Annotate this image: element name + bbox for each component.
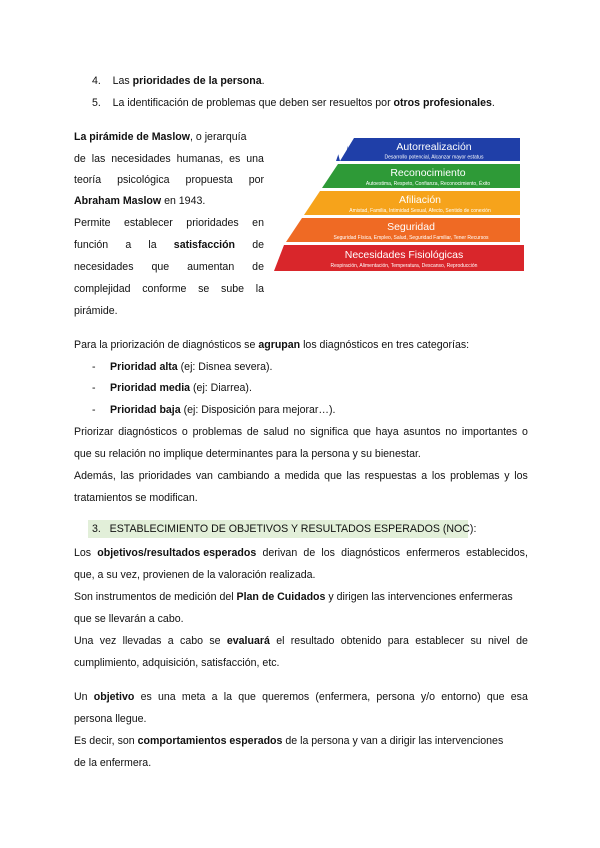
para-instrumentos-line-1: Son instrumentos de medición del Plan de Cuidados y dirigen las intervenciones enfermeras — [74, 591, 513, 603]
maslow-line-3: teoría psicológica propuesta por — [74, 174, 264, 186]
para-priorizar-line-1: Priorizar diagnósticos o problemas de salud no significa que haya asuntos no importantes o — [74, 426, 528, 438]
pyramid-level-2-desc: Autoestima, Respeto, Confianza, Reconocimiento, Éxito — [365, 181, 491, 187]
para-instrumentos-line-2: que se llevarán a cabo. — [74, 613, 184, 625]
pyramid-level-1-desc: Desarrollo potencial, Alcanzar mayor estatus — [384, 154, 484, 161]
list-item-5: 5. La identificación de problemas que deben ser resueltos por otros profesionales. — [92, 97, 495, 109]
para-evaluara-line-1: Una vez llevadas a cabo se evaluará el resultado obtenido para establecer su nivel de — [74, 635, 528, 647]
para-objetivos-line-1: Los objetivos/resultados esperados derivan de los diagnósticos enfermeros establecidos, — [74, 547, 528, 559]
maslow-pyramid-svg — [274, 136, 528, 274]
list-item-4: 4. Las prioridades de la persona. — [92, 75, 265, 87]
para-objetivo-line-2: persona llegue. — [74, 713, 147, 725]
pyramid-level-5-title: Necesidades Fisiológicas — [344, 249, 464, 261]
para-ademas-line-2: tratamientos se modifican. — [74, 492, 198, 504]
pyramid-level-1-title: Autorrealización — [396, 141, 472, 153]
maslow-line-5: Permite establecer prioridades en — [74, 217, 264, 229]
para-objetivos-line-2: que, a su vez, provienen de la valoración realizada. — [74, 569, 316, 581]
bullet-dash: - — [92, 361, 96, 373]
maslow-line-4: Abraham Maslow en 1943. — [74, 195, 206, 207]
maslow-line-7: necesidades que aumentan de — [74, 261, 264, 273]
para-comportamientos-line-1: Es decir, son comportamientos esperados de la persona y van a dirigir las intervenciones — [74, 735, 504, 747]
pyramid-level-3-desc: Amistad, Familia, Intimidad Sexual, Afecto, Sentido de conexión — [349, 208, 491, 214]
pyramid-level-5-shape — [274, 245, 284, 271]
bullet-prioridad-media: Prioridad media (ej: Diarrea). — [110, 382, 252, 394]
pyramid-level-2-shape — [322, 164, 338, 188]
bullet-prioridad-baja: Prioridad baja (ej: Disposición para mejorar…). — [110, 404, 336, 416]
section-heading: 3. ESTABLECIMIENTO DE OBJETIVOS Y RESULTADOS ESPERADOS (NOC): — [92, 523, 477, 535]
maslow-line-6: función a la satisfacción de — [74, 239, 264, 251]
pyramid-level-5-desc: Respiración, Alimentación, Temperatura, Descanso, Reproducción — [330, 263, 478, 269]
bullet-dash: - — [92, 404, 96, 416]
para-priorizar-line-2: que su relación no implique determinantes para la persona y su bienestar. — [74, 448, 421, 460]
pyramid-level-4-title: Seguridad — [387, 221, 435, 233]
para-priorizacion: Para la priorización de diagnósticos se agrupan los diagnósticos en tres categorías: — [74, 339, 470, 351]
bullet-dash: - — [92, 382, 96, 394]
para-ademas-line-1: Además, las prioridades van cambiando a medida que las respuestas a los problemas y los — [74, 470, 528, 482]
maslow-line-1: La pirámide de Maslow, o jerarquía — [74, 131, 247, 143]
para-objetivo-line-1: Un objetivo es una meta a la que queremos (enfermera, persona y/o entorno) que esa — [74, 691, 528, 703]
bullet-prioridad-alta: Prioridad alta (ej: Disnea severa). — [110, 361, 273, 373]
para-comportamientos-line-2: de la enfermera. — [74, 757, 152, 769]
pyramid-level-4-shape — [286, 218, 302, 242]
pyramid-level-4-desc: Seguridad Física, Empleo, Salud, Seguridad Familiar, Tener Recursos — [333, 235, 489, 241]
maslow-line-9: pirámide. — [74, 305, 118, 317]
maslow-pyramid — [274, 136, 528, 274]
pyramid-level-3-shape — [304, 191, 320, 215]
maslow-line-2: de las necesidades humanas, es una — [74, 153, 264, 165]
pyramid-level-2-title: Reconocimiento — [390, 167, 466, 179]
pyramid-level-3-title: Afiliación — [398, 194, 442, 206]
maslow-line-8: complejidad conforme se sube la — [74, 283, 264, 295]
para-evaluara-line-2: cumplimiento, adquisición, satisfacción, etc. — [74, 657, 280, 669]
